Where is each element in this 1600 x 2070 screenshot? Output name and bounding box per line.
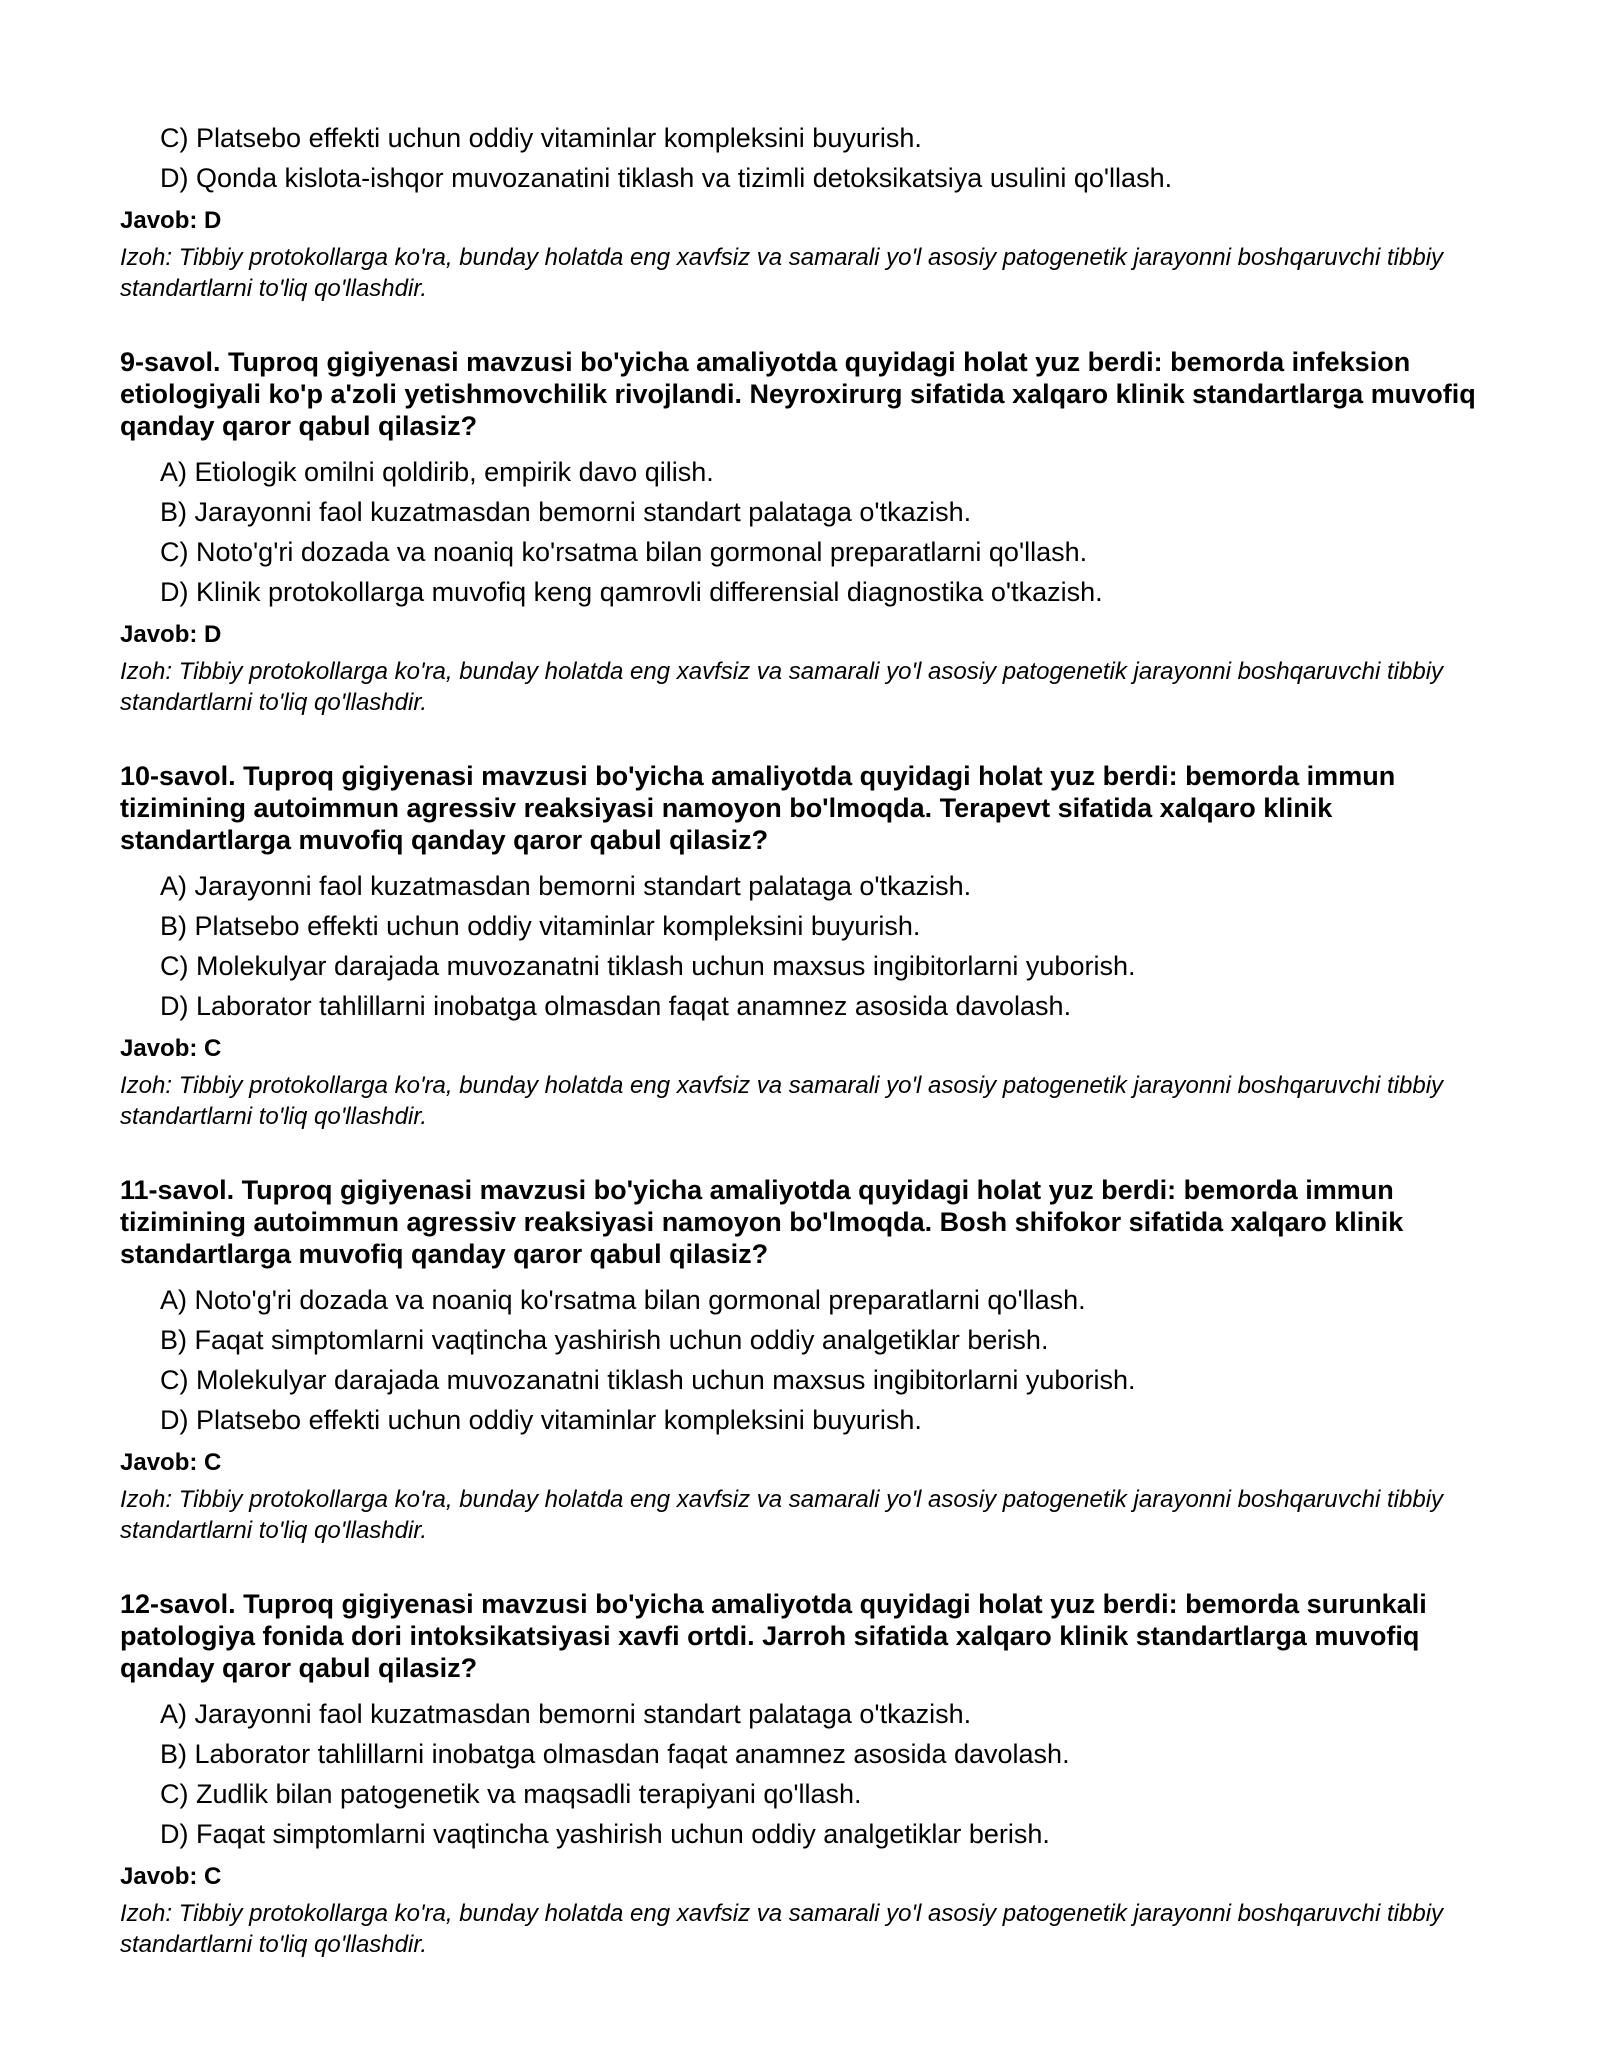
explanation: Izoh: Tibbiy protokollarga ko'ra, bunday holatda eng xavfsiz va samarali yo'l asosiy patogenetik jarayonni boshqaruvchi tibbiy standartlarni to'liq qo'llashdir. — [120, 1072, 1444, 1130]
answer-option: A) Jarayonni faol kuzatmasdan bemorni standart palataga o'tkazish. — [160, 871, 972, 901]
explanation: Izoh: Tibbiy protokollarga ko'ra, bunday holatda eng xavfsiz va samarali yo'l asosiy patogenetik jarayonni boshqaruvchi tibbiy standartlarni to'liq qo'llashdir. — [120, 244, 1444, 302]
question-text: 11-savol. Tuproq gigiyenasi mavzusi bo'yicha amaliyotda quyidagi holat yuz berdi: bemorda immun tizimining autoimmun agressiv reaksiyasi namoyon bo'lmoqda. Bosh shifokor sifatida xalqaro klinik standartlarga muvofiq qanday qaror qabul qilasiz? — [120, 1175, 1404, 1269]
explanation: Izoh: Tibbiy protokollarga ko'ra, bunday holatda eng xavfsiz va samarali yo'l asosiy patogenetik jarayonni boshqaruvchi tibbiy standartlarni to'liq qo'llashdir. — [120, 1486, 1444, 1544]
answer-option: D) Qonda kislota-ishqor muvozanatini tiklash va tizimli detoksikatsiya usulini qo'llash. — [160, 163, 1173, 193]
correct-answer: Javob: D — [120, 621, 222, 648]
question-block-11 — [120, 1174, 1500, 1546]
answer-option: A) Etiologik omilni qoldirib, empirik davo qilish. — [160, 457, 714, 487]
answer-option: C) Noto'g'ri dozada va noaniq ko'rsatma bilan gormonal preparatlarni qo'llash. — [160, 537, 1088, 567]
question-block-8-continuation — [120, 118, 1500, 304]
answer-option: C) Zudlik bilan patogenetik va maqsadli terapiyani qo'llash. — [160, 1779, 862, 1809]
answer-option: A) Jarayonni faol kuzatmasdan bemorni standart palataga o'tkazish. — [160, 1699, 972, 1729]
answer-option: B) Platsebo effekti uchun oddiy vitaminlar kompleksini buyurish. — [160, 911, 921, 941]
answer-option: B) Faqat simptomlarni vaqtincha yashirish uchun oddiy analgetiklar berish. — [160, 1325, 1049, 1355]
answer-option: C) Molekulyar darajada muvozanatni tiklash uchun maxsus ingibitorlarni yuborish. — [160, 951, 1136, 981]
correct-answer: Javob: C — [120, 1035, 222, 1062]
answer-option: D) Platsebo effekti uchun oddiy vitaminlar kompleksini buyurish. — [160, 1405, 922, 1435]
answer-option: A) Noto'g'ri dozada va noaniq ko'rsatma bilan gormonal preparatlarni qo'llash. — [160, 1285, 1086, 1315]
document-page — [120, 118, 1500, 1960]
question-text: 10-savol. Tuproq gigiyenasi mavzusi bo'yicha amaliyotda quyidagi holat yuz berdi: bemorda immun tizimining autoimmun agressiv reaksiyasi namoyon bo'lmoqda. Terapevt sifatida xalqaro klinik standartlarga muvofiq qanday qaror qabul qilasiz? — [120, 761, 1396, 855]
answer-option: D) Klinik protokollarga muvofiq keng qamrovli differensial diagnostika o'tkazish. — [160, 577, 1103, 607]
correct-answer: Javob: D — [120, 207, 222, 234]
question-text: 12-savol. Tuproq gigiyenasi mavzusi bo'yicha amaliyotda quyidagi holat yuz berdi: bemorda surunkali patologiya fonida dori intoksikatsiyasi xavfi ortdi. Jarroh sifatida xalqaro klinik standartlarga muvofiq qanday qaror qabul qilasiz? — [120, 1589, 1427, 1683]
answer-option: B) Laborator tahlillarni inobatga olmasdan faqat anamnez asosida davolash. — [160, 1739, 1070, 1769]
answer-option: C) Platsebo effekti uchun oddiy vitaminlar kompleksini buyurish. — [160, 123, 922, 153]
answer-option: D) Laborator tahlillarni inobatga olmasdan faqat anamnez asosida davolash. — [160, 991, 1072, 1021]
explanation: Izoh: Tibbiy protokollarga ko'ra, bunday holatda eng xavfsiz va samarali yo'l asosiy patogenetik jarayonni boshqaruvchi tibbiy standartlarni to'liq qo'llashdir. — [120, 658, 1444, 716]
question-block-10 — [120, 760, 1500, 1132]
question-block-12 — [120, 1588, 1500, 1960]
explanation: Izoh: Tibbiy protokollarga ko'ra, bunday holatda eng xavfsiz va samarali yo'l asosiy patogenetik jarayonni boshqaruvchi tibbiy standartlarni to'liq qo'llashdir. — [120, 1900, 1444, 1958]
question-block-9 — [120, 346, 1500, 718]
answer-option: D) Faqat simptomlarni vaqtincha yashirish uchun oddiy analgetiklar berish. — [160, 1819, 1050, 1849]
correct-answer: Javob: C — [120, 1449, 222, 1476]
correct-answer: Javob: C — [120, 1863, 222, 1890]
answer-option: B) Jarayonni faol kuzatmasdan bemorni standart palataga o'tkazish. — [160, 497, 972, 527]
answer-option: C) Molekulyar darajada muvozanatni tiklash uchun maxsus ingibitorlarni yuborish. — [160, 1365, 1136, 1395]
question-text: 9-savol. Tuproq gigiyenasi mavzusi bo'yicha amaliyotda quyidagi holat yuz berdi: bemorda infeksion etiologiyali ko'p a'zoli yetishmovchilik rivojlandi. Neyroxirurg sifatida xalqaro klinik standartlarga muvofiq qanday qaror qabul qilasiz? — [120, 347, 1476, 441]
